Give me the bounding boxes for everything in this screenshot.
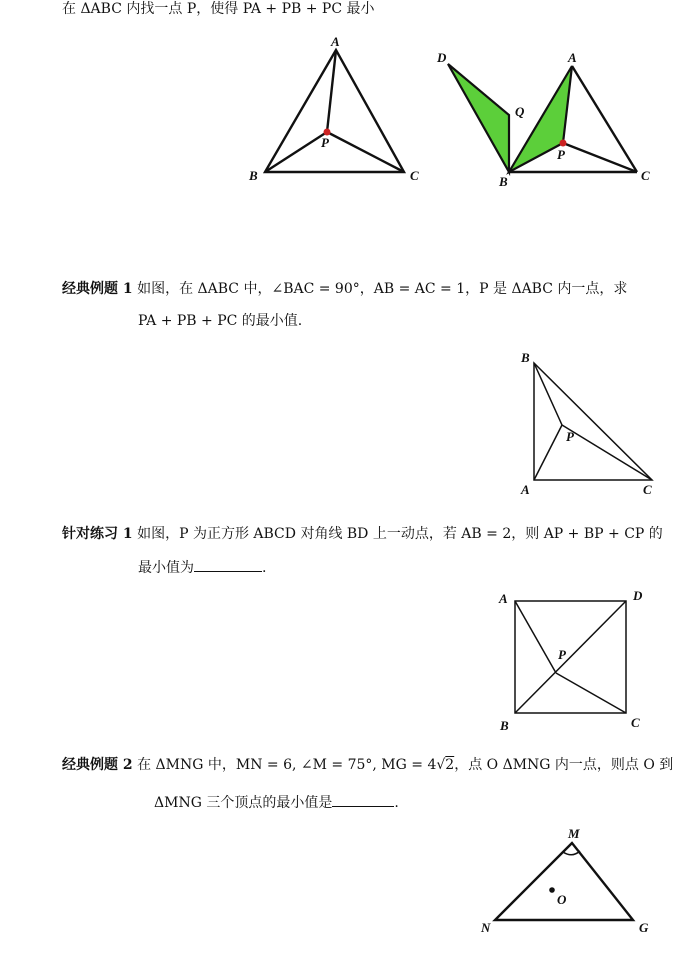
answer-blank[interactable] <box>332 794 394 807</box>
label-d: D <box>437 50 447 65</box>
segment-cp <box>562 425 652 480</box>
label-p: P <box>321 135 329 150</box>
sqrt-symbol: √ <box>436 757 446 773</box>
green-triangle-left <box>448 64 509 172</box>
example2-text-a: 在 ΔMNG 中，MN = 6, ∠M = 75°, MG = 4 <box>137 757 437 773</box>
practice1-prefix: 最小值为 <box>138 560 194 576</box>
label-o: O <box>557 892 567 907</box>
practice1-line1 <box>62 525 663 543</box>
label-a: A <box>568 50 577 65</box>
label-b: B <box>500 718 509 733</box>
right-triangle-drawing <box>520 350 652 497</box>
answer-blank[interactable] <box>194 559 262 572</box>
practice1-suffix: . <box>262 560 267 576</box>
example2-line2 <box>154 794 399 812</box>
label-c: C <box>631 715 640 730</box>
triangle-outline <box>495 843 633 920</box>
example1-line1 <box>62 280 627 298</box>
label-a: A <box>331 34 340 49</box>
example2-suffix: . <box>394 795 399 811</box>
label-m: M <box>568 826 580 841</box>
segment-pc <box>563 143 637 172</box>
triangle-outline <box>534 363 652 480</box>
example1-text: 如图，在 ΔABC 中，∠BAC = 90°，AB = AC = 1，P 是 ΔABC 内一点，求 <box>137 281 628 297</box>
example2-line1 <box>62 756 673 774</box>
triangle-abc-drawing <box>248 34 419 183</box>
label-a: A <box>499 591 508 606</box>
label-b: B <box>521 350 530 365</box>
label-c: C <box>641 168 650 183</box>
intro-text: 在 ΔABC 内找一点 P，使得 PA + PB + PC 最小 <box>62 1 375 17</box>
segment-ac <box>572 66 637 172</box>
example2-text-b: ，点 O ΔMNG 内一点，则点 O 到 <box>454 757 674 773</box>
label-g: G <box>639 920 649 935</box>
practice1-text: 如图，P 为正方形 ABCD 对角线 BD 上一动点，若 AB = 2，则 AP + BP + CP 的 <box>137 526 663 542</box>
label-n: N <box>481 920 491 935</box>
label-c: C <box>410 168 419 183</box>
segment-ap <box>534 425 562 480</box>
rotation-figure-drawing <box>436 50 650 189</box>
point-p-marker <box>560 140 567 147</box>
triangle-mng-drawing <box>480 826 649 935</box>
label-a: A <box>521 482 530 497</box>
example1-line2: PA + PB + PC 的最小值. <box>138 313 303 329</box>
segment-cp <box>556 673 626 713</box>
label-c: C <box>643 482 652 497</box>
segment-pb <box>265 132 327 172</box>
sqrt-radicand: 2 <box>445 757 455 773</box>
segment-ap <box>515 601 556 673</box>
example1-heading: 经典例题 1 <box>62 281 133 297</box>
practice1-heading: 针对练习 1 <box>62 526 133 542</box>
point-o-marker <box>549 887 555 893</box>
example2-heading: 经典例题 2 <box>62 757 133 773</box>
square-abcd-drawing <box>498 588 643 733</box>
segment-bp <box>534 363 562 425</box>
label-p: P <box>558 647 566 662</box>
example2-prefix: ΔMNG 三个顶点的最小值是 <box>154 795 333 811</box>
label-d: D <box>633 588 643 603</box>
label-p: P <box>557 147 565 162</box>
practice1-line2 <box>138 559 266 577</box>
label-p: P <box>566 429 574 444</box>
label-b: B <box>499 174 508 189</box>
label-b: B <box>249 168 258 183</box>
diagonal-bd <box>515 601 626 713</box>
label-q: Q <box>515 104 525 119</box>
